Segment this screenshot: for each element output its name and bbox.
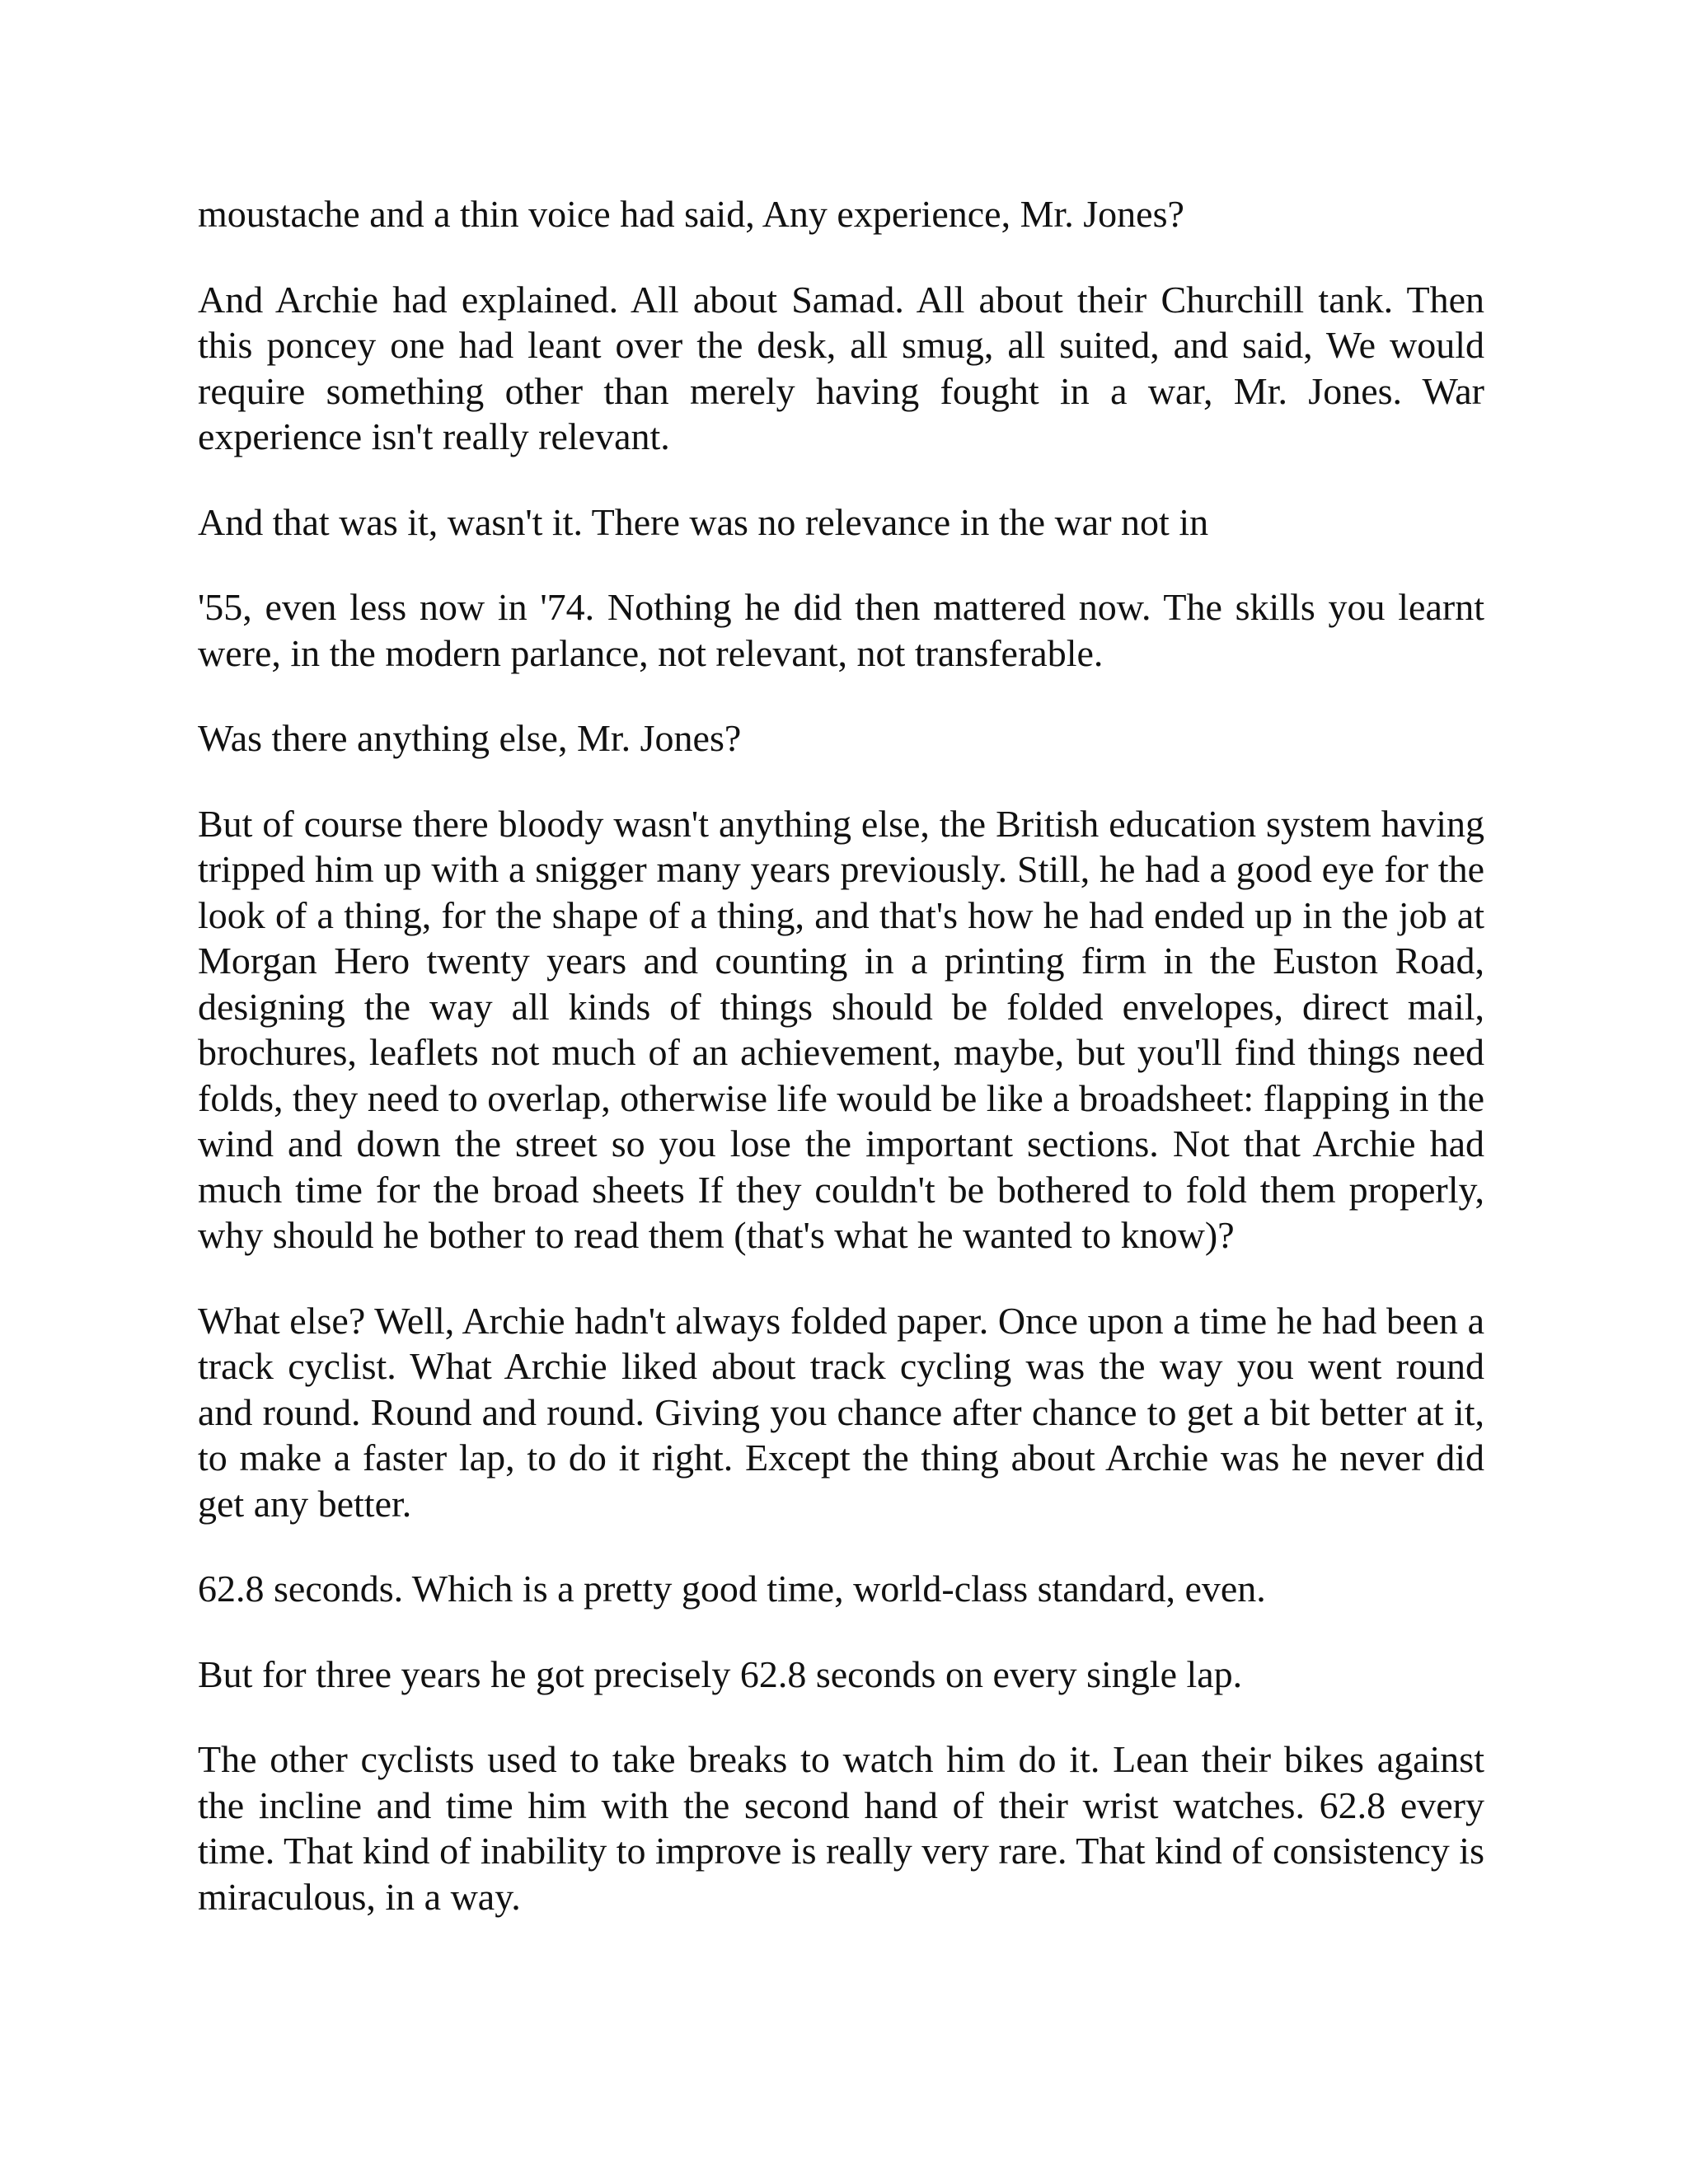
paragraph-6: But of course there bloody wasn't anything else, the British education system having tripped him up with a snigger many years previously. Still, he had a good eye for the look of a thing, for the shape of a thing, and that's how he had ended up in the job at Morgan Hero twenty years and counting in a printing firm in the Euston Road, designing the way all kinds of things should be folded envelopes, direct mail, brochures, leaflets not much of an achievement, maybe, but you'll find things need folds, they need to overlap, otherwise life would be like a broadsheet: flapping in the wind and down the street so you lose the important sections. Not that Archie had much time for the broad sheets If they couldn't be bothered to fold them properly, why should he bother to read them (that's what he wanted to know)? <box>198 802 1484 1256</box>
paragraph-1: moustache and a thin voice had said, Any experience, Mr. Jones? <box>198 193 1184 235</box>
paragraph-4: '55, even less now in '74. Nothing he did then mattered now. The skills you learnt were, in the modern parlance, not relevant, not transferable. <box>198 586 1484 674</box>
paragraph-7: What else? Well, Archie hadn't always folded paper. Once upon a time he had been a track cyclist. What Archie liked about track cycling was the way you went round and round. Round and round. Giving you chance after chance to get a bit better at it, to make a faster lap, to do it right. Except the thing about Archie was he never did get any better. <box>198 1299 1484 1525</box>
paragraph-10: The other cyclists used to take breaks to watch him do it. Lean their bikes against the incline and time him with the second hand of their wrist watches. 62.8 every time. That kind of inability to improve is really very rare. That kind of consistency is miraculous, in a way. <box>198 1738 1484 1918</box>
document-page <box>198 191 1484 1959</box>
paragraph-5: Was there anything else, Mr. Jones? <box>198 717 742 759</box>
paragraph-3: And that was it, wasn't it. There was no relevance in the war not in <box>198 500 1209 543</box>
paragraph-2: And Archie had explained. All about Samad. All about their Churchill tank. Then this poncey one had leant over the desk, all smug, all suited, and said, We would require something other than merely having fought in a war, Mr. Jones. War experience isn't really relevant. <box>198 278 1484 457</box>
paragraph-9: But for three years he got precisely 62.8 seconds on every single lap. <box>198 1652 1243 1695</box>
paragraph-8: 62.8 seconds. Which is a pretty good time, world-class standard, even. <box>198 1568 1266 1610</box>
